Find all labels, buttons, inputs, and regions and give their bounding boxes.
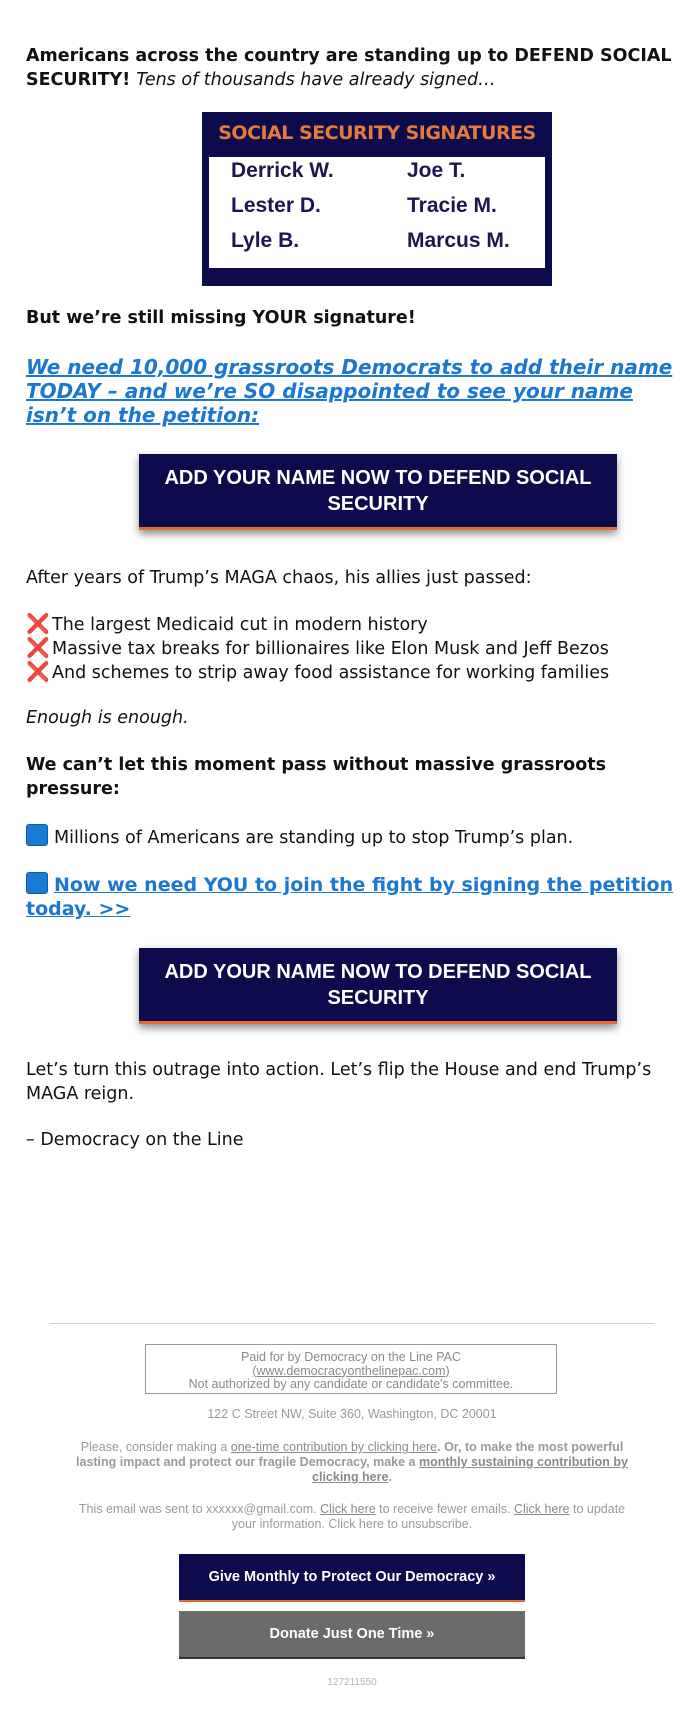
join-paragraph bbox=[26, 872, 676, 921]
website-link[interactable]: (www.democracyonthelinepac.com) bbox=[252, 1363, 450, 1378]
address: 122 C Street NW, Suite 360, Washington, DC 20001 bbox=[207, 1407, 497, 1421]
contribution-paragraph: Please, consider making a one-time contribution by clicking here. Or, to make the most powerful lasting impact and protect our fragile Democracy, make a monthly sustaining contribution by clicking here. bbox=[76, 1440, 628, 1484]
fewer-emails-link[interactable]: Click here bbox=[320, 1502, 376, 1516]
chaos-intro: After years of Trump’s MAGA chaos, his allies just passed: bbox=[26, 568, 532, 588]
cross-mark-icon: ❌ bbox=[26, 613, 50, 635]
list-item: ❌ And schemes to strip away food assistance for working families bbox=[26, 661, 610, 683]
list-item: ❌ Massive tax breaks for billionaires like Elon Musk and Jeff Bezos bbox=[26, 637, 609, 659]
pressure-line: We can’t let this moment pass without massive grassroots pressure: bbox=[26, 755, 607, 799]
enough-line: Enough is enough. bbox=[26, 708, 189, 728]
paid-for-text: Paid for by Democracy on the Line PAC bbox=[240, 1350, 461, 1364]
signatures-image bbox=[202, 112, 552, 286]
add-name-button[interactable]: ADD YOUR NAME NOW TO DEFEND SOCIAL SECURITY bbox=[139, 454, 617, 530]
list-item: ❌ The largest Medicaid cut in modern history bbox=[26, 613, 428, 635]
outrage-line: Let’s turn this outrage into action. Let’s flip the House and end Trump’s MAGA reign. bbox=[26, 1060, 652, 1104]
blue-square-icon bbox=[26, 872, 48, 894]
signature-name: Tracie M. bbox=[407, 194, 497, 217]
policy-list bbox=[26, 612, 676, 684]
signoff: – Democracy on the Line bbox=[26, 1130, 244, 1150]
give-monthly-button[interactable]: Give Monthly to Protect Our Democracy » bbox=[179, 1554, 525, 1602]
cross-mark-icon: ❌ bbox=[26, 661, 50, 683]
monthly-contribution-link[interactable]: monthly sustaining contribution by clicking here bbox=[312, 1455, 628, 1484]
signature-name: Joe T. bbox=[407, 159, 466, 182]
petition-link[interactable]: We need 10,000 grassroots Democrats to add their name TODAY – and we’re SO disappointed to see your name isn’t on the petition: bbox=[26, 355, 673, 427]
signature-name: Derrick W. bbox=[231, 159, 334, 182]
paid-for-box bbox=[145, 1344, 557, 1394]
signature-name: Lyle B. bbox=[231, 229, 300, 252]
intro-bold: Americans across the country are standing up to DEFEND SOCIAL SECURITY! bbox=[26, 46, 672, 90]
blue-square-icon bbox=[26, 824, 48, 846]
cross-mark-icon: ❌ bbox=[26, 637, 50, 659]
email-notice: This email was sent to xxxxxx@gmail.com. Click here to receive fewer emails. Click here to update your information. Click here to unsubscribe. bbox=[78, 1502, 626, 1531]
tracking-code: 127211550 bbox=[327, 1677, 377, 1688]
intro-paragraph bbox=[26, 44, 676, 92]
missing-signature-line: But we’re still missing YOUR signature! bbox=[26, 308, 416, 328]
signature-name: Marcus M. bbox=[407, 229, 510, 252]
signatures-title: SOCIAL SECURITY SIGNATURES bbox=[218, 122, 536, 144]
signature-name: Lester D. bbox=[231, 194, 321, 217]
intro-italic: Tens of thousands have already signed… bbox=[136, 70, 496, 90]
one-time-contribution-link[interactable]: one-time contribution by clicking here bbox=[230, 1440, 438, 1454]
not-authorized-text: Not authorized by any candidate or candidate's committee. bbox=[188, 1377, 514, 1391]
millions-line: Millions of Americans are standing up to stop Trump’s plan. bbox=[26, 824, 573, 850]
join-petition-link[interactable]: Now we need YOU to join the fight by signing the petition today. >> bbox=[26, 874, 674, 920]
footer-divider bbox=[50, 1323, 654, 1324]
update-info-link[interactable]: Click here bbox=[513, 1502, 570, 1516]
donate-once-button[interactable]: Donate Just One Time » bbox=[179, 1611, 525, 1659]
add-name-button-2[interactable]: ADD YOUR NAME NOW TO DEFEND SOCIAL SECURITY bbox=[139, 948, 617, 1024]
signatures-panel bbox=[209, 157, 545, 268]
